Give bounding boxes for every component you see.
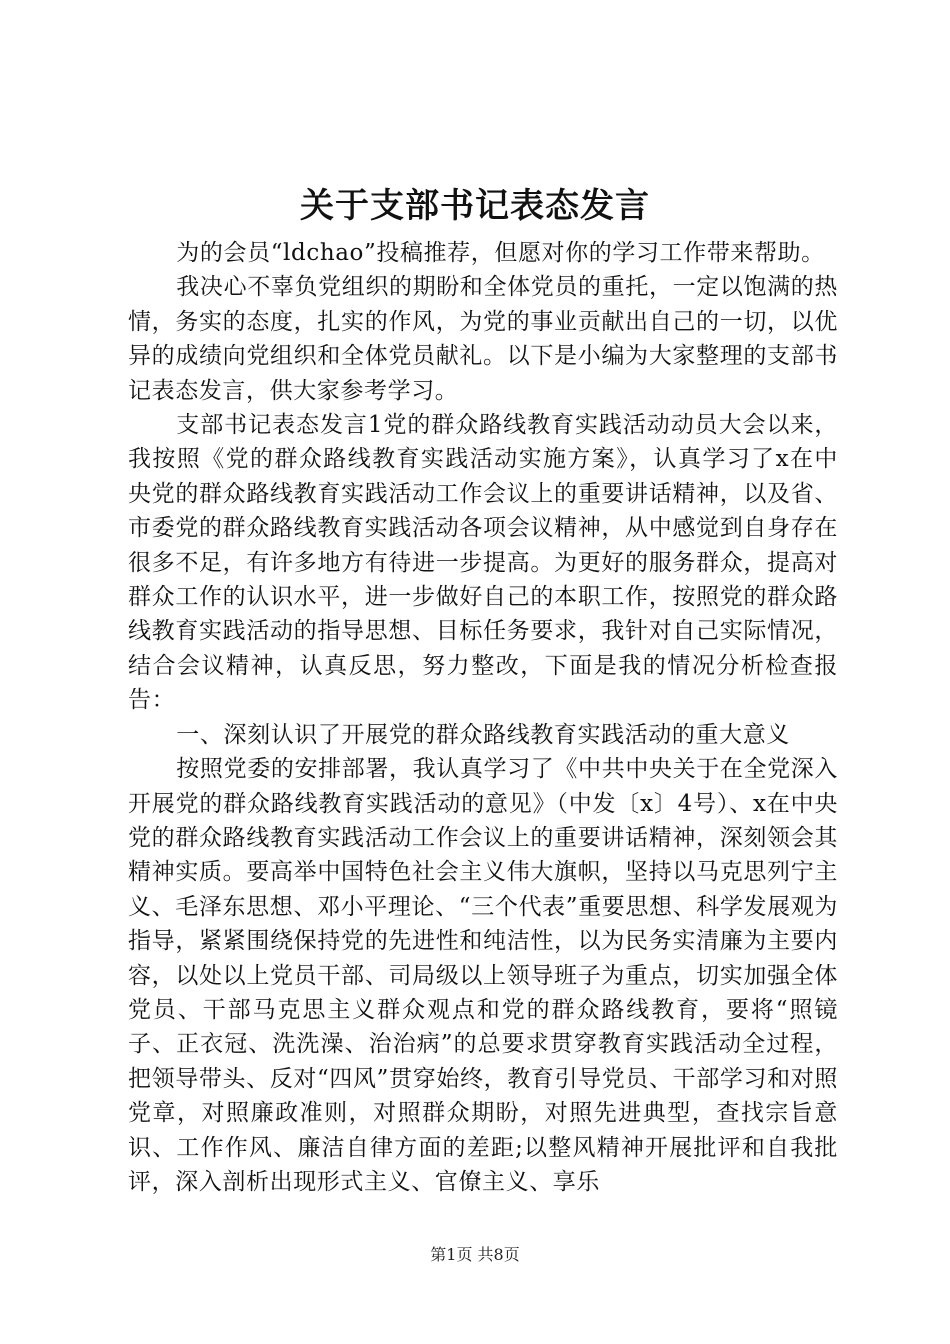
paragraph-study: 按照党委的安排部署，我认真学习了《中共中央关于在全党深入开展党的群众路线教育实践活动的意见》（中发〔x〕4号）、x在中央党的群众路线教育实践活动工作会议上的重要讲话精神，深刻领会其精神实质。要高举中国特色社会主义伟大旗帜，坚持以马克思列宁主义、毛泽东思想、邓小平理论、“三个代表”重要思想、科学发展观为指导，紧紧围绕保持党的先进性和纯洁性，以为民务实清廉为主要内容，以处以上党员干部、司局级以上领导班子为重点，切实加强全体党员、干部马克思主义群众观点和党的群众路线教育，要将“照镜子、正衣冠、洗洗澡、治治病”的总要求贯穿教育实践活动全过程，把领导带头、反对“四风”贯穿始终，教育引导党员、干部学习和对照党章，对照廉政准则，对照群众期盼，对照先进典型，查找宗旨意识、工作作风、廉洁自律方面的差距;以整风精神开展批评和自我批评，深入剖析出现形式主义、官僚主义、享乐 [128, 756, 838, 1195]
paragraph-resolution: 我决心不辜负党组织的期盼和全体党员的重托，一定以饱满的热情，务实的态度，扎实的作风，为党的事业贡献出自己的一切，以优异的成绩向党组织和全体党员献礼。以下是小编为大家整理的支部书记表态发言，供大家参考学习。 [128, 274, 838, 404]
paragraph-speech-1: 支部书记表态发言1党的群众路线教育实践活动动员大会以来，我按照《党的群众路线教育实践活动实施方案》，认真学习了x在中央党的群众路线教育实践活动工作会议上的重要讲话精神，以及省、市委党的群众路线教育实践活动各项会议精神，从中感觉到自身存在很多不足，有许多地方有待进一步提高。为更好的服务群众，提高对群众工作的认识水平，进一步做好自己的本职工作，按照党的群众路线教育实践活动的指导思想、目标任务要求，我针对自己实际情况，结合会议精神，认真反思，努力整改，下面是我的情况分析检查报告： [128, 412, 838, 714]
document-body [128, 236, 838, 1199]
page-footer: 第1页 共8页 [430, 1245, 520, 1264]
document-title: 关于支部书记表态发言 [300, 186, 650, 226]
paragraph-intro: 为的会员“ldchao”投稿推荐，但愿对你的学习工作带来帮助。 [176, 240, 825, 266]
section-heading-1: 一、深刻认识了开展党的群众路线教育实践活动的重大意义 [176, 721, 790, 748]
